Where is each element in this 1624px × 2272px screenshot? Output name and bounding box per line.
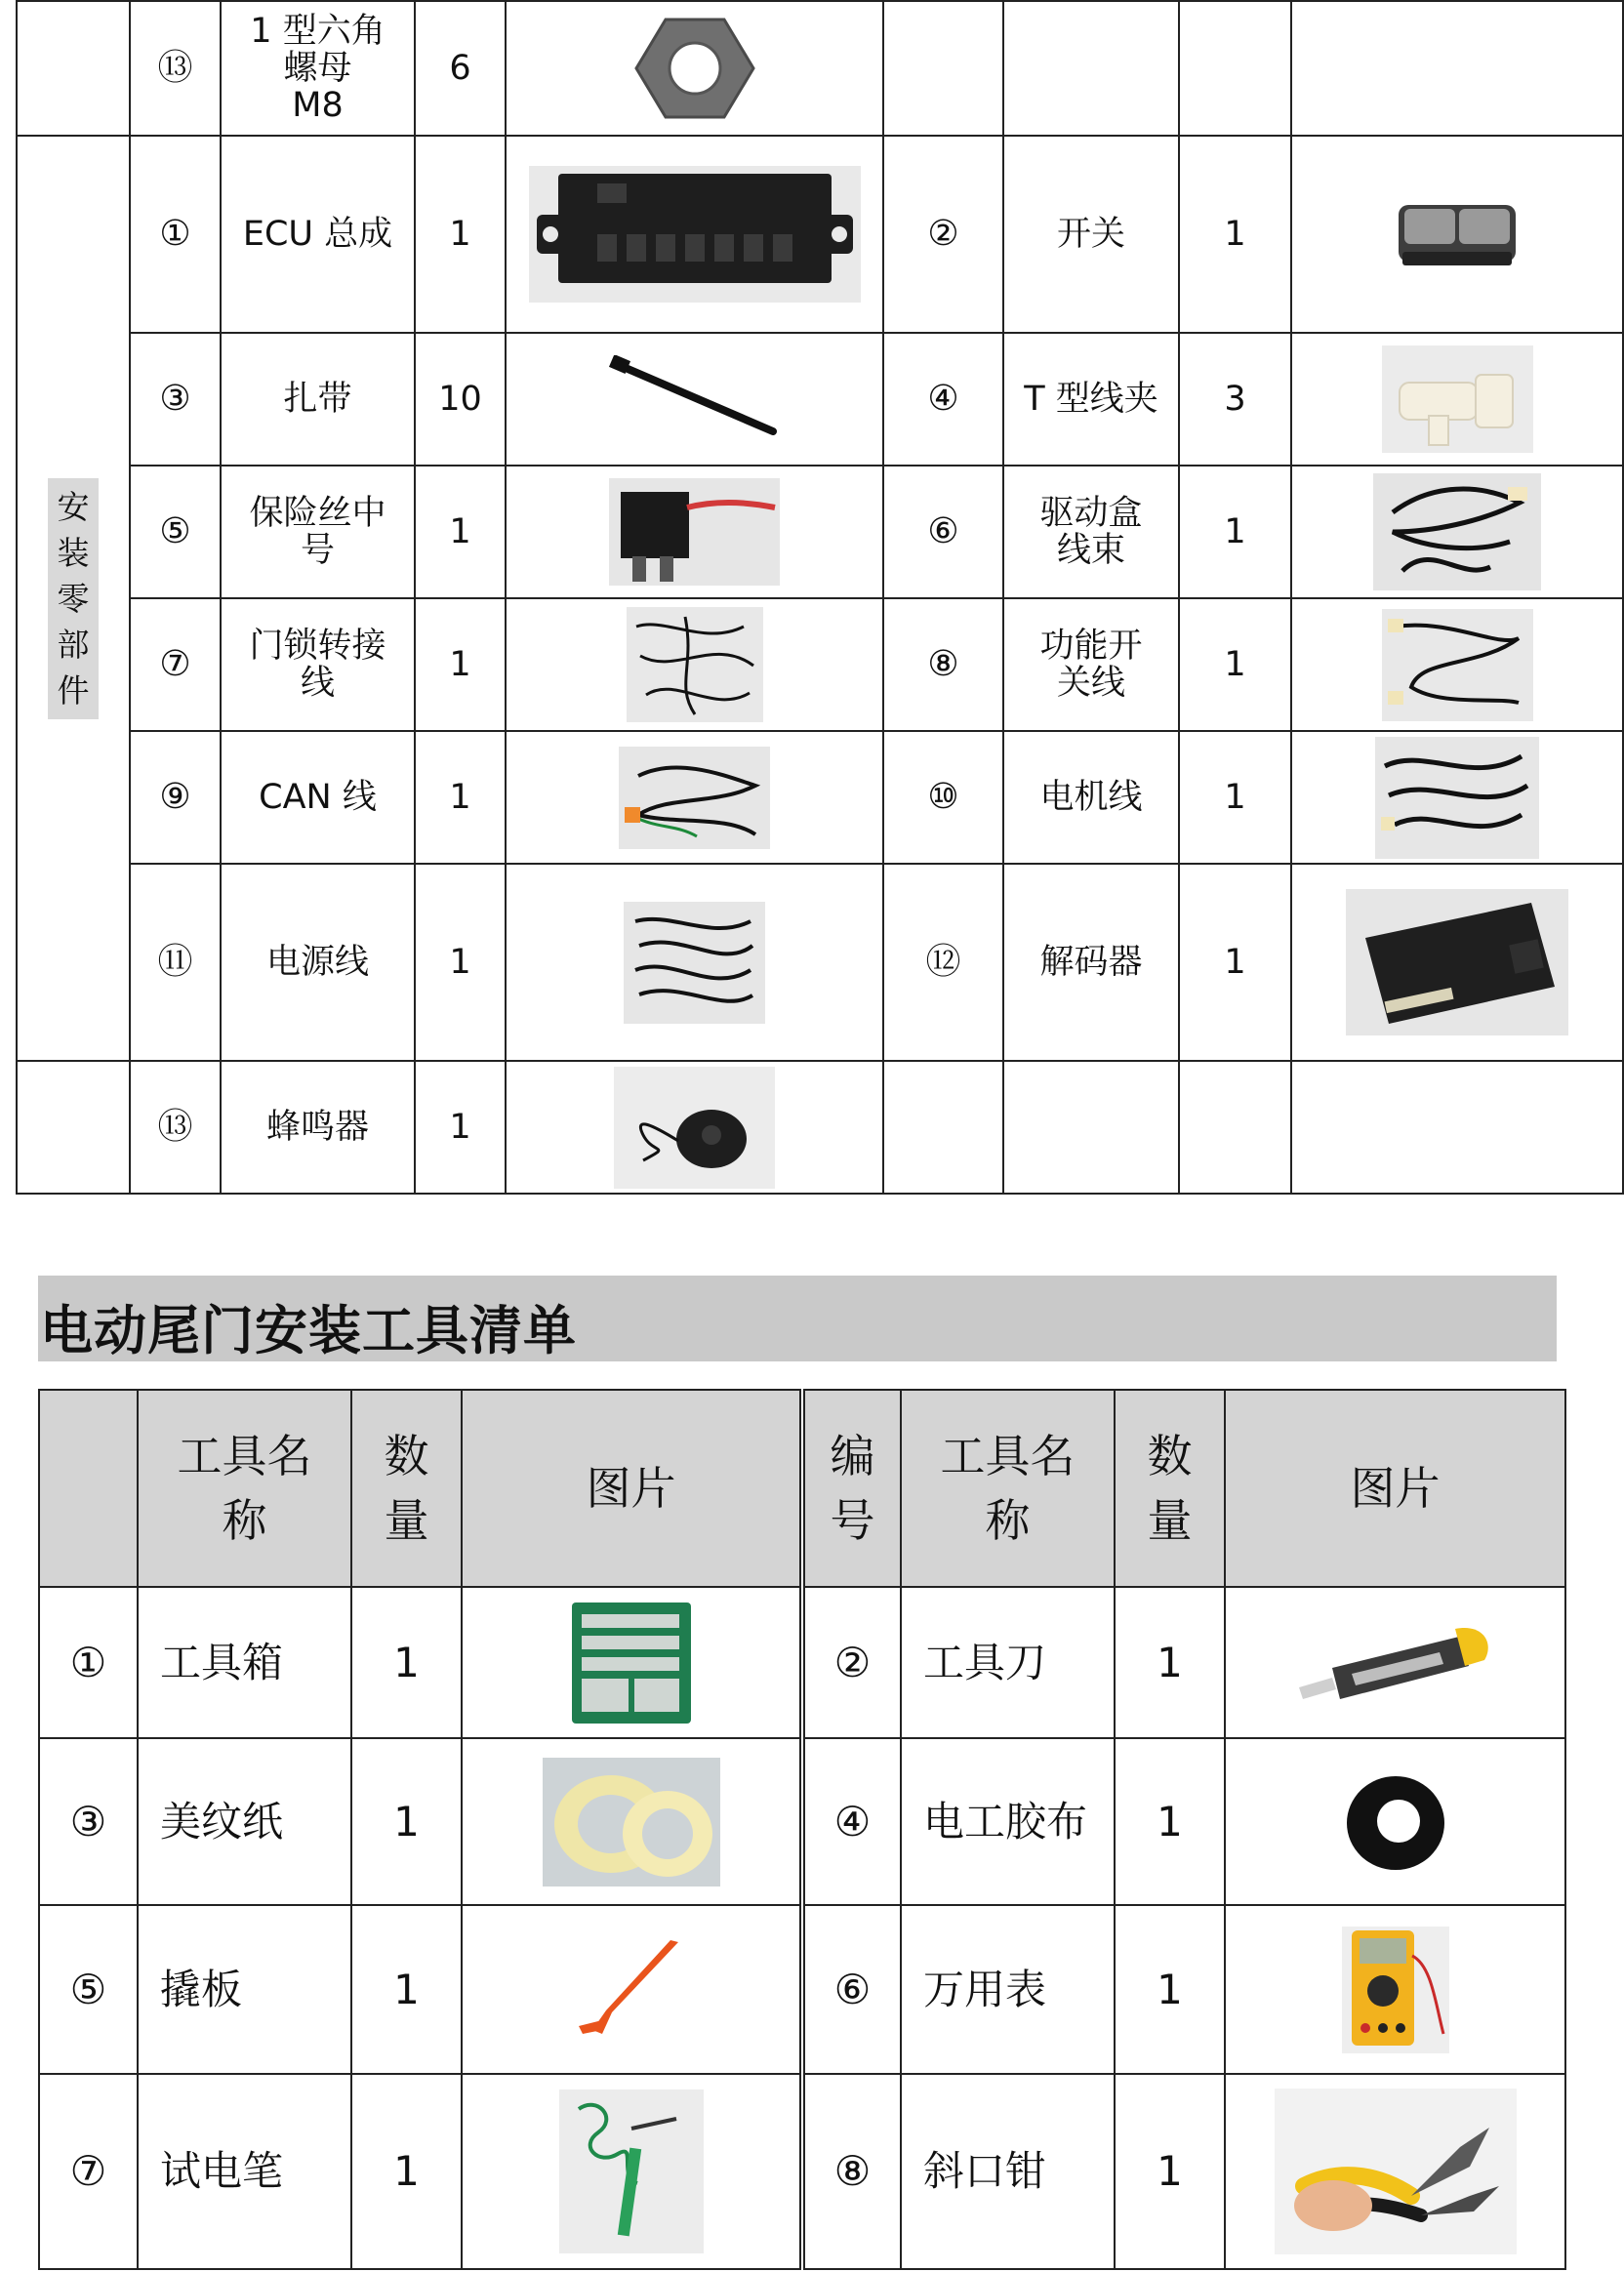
- tool-name: 电工胶布: [901, 1738, 1115, 1905]
- header-number: 编 号: [802, 1390, 901, 1587]
- category-cell-empty: [17, 1, 130, 136]
- part-number: ⑨: [130, 731, 221, 864]
- part-quantity: 1: [1179, 466, 1291, 598]
- part-photo: [506, 1061, 883, 1194]
- pry-tool-icon: [573, 1936, 690, 2044]
- tool-quantity: 1: [351, 1587, 462, 1738]
- part-photo: [1291, 136, 1623, 333]
- part-quantity: 1: [1179, 731, 1291, 864]
- tool-quantity: 1: [351, 1905, 462, 2074]
- part-name: 保险丝中 号: [221, 466, 415, 598]
- part-quantity: 1: [415, 731, 506, 864]
- can-wire-icon: [619, 747, 770, 849]
- part-number: ⑩: [883, 731, 1003, 864]
- part-quantity: 10: [415, 333, 506, 466]
- part-name: 功能开 关线: [1003, 598, 1179, 731]
- diagonal-pliers-icon: [1275, 2089, 1517, 2254]
- part-photo: [1291, 333, 1623, 466]
- tool-quantity: 1: [351, 2074, 462, 2269]
- part-number: ⑪: [130, 864, 221, 1061]
- part-number: ⑫: [883, 864, 1003, 1061]
- part-photo: [1291, 731, 1623, 864]
- part-name: T 型线夹: [1003, 333, 1179, 466]
- part-number: ⑦: [130, 598, 221, 731]
- tool-quantity: 1: [1115, 1905, 1225, 2074]
- door-lock-wire-icon: [627, 607, 763, 722]
- tool-name: 工具箱: [138, 1587, 351, 1738]
- part-name: 开关: [1003, 136, 1179, 333]
- part-number: ⑤: [130, 466, 221, 598]
- parts-row: [17, 333, 1623, 466]
- part-photo: [506, 1, 883, 136]
- tools-row: [39, 1587, 1565, 1738]
- part-quantity: 1: [1179, 136, 1291, 333]
- part-quantity: 1: [415, 1061, 506, 1194]
- part-number: ⑬: [130, 1, 221, 136]
- part-quantity: 1: [1179, 598, 1291, 731]
- part-quantity: 1: [1179, 864, 1291, 1061]
- tool-number: ②: [802, 1587, 901, 1738]
- parts-row: [17, 1, 1623, 136]
- part-number: ④: [883, 333, 1003, 466]
- header-tool-name: 工具名 称: [138, 1390, 351, 1587]
- tools-header-row: [39, 1390, 1565, 1587]
- part-name: 电机线: [1003, 731, 1179, 864]
- switch-icon: [1389, 195, 1525, 273]
- parts-row: [17, 136, 1623, 333]
- part-photo: [1291, 864, 1623, 1061]
- tools-row: [39, 1905, 1565, 2074]
- tool-photo: [462, 1587, 802, 1738]
- utility-knife-icon: [1293, 1619, 1498, 1707]
- tools-row: [39, 2074, 1565, 2269]
- part-photo: [506, 864, 883, 1061]
- multimeter-icon: [1342, 1927, 1449, 2053]
- t-clip-icon: [1382, 345, 1533, 453]
- electrical-tape-icon: [1342, 1768, 1449, 1876]
- parts-row: [17, 598, 1623, 731]
- harness-icon: [1373, 473, 1541, 590]
- part-photo: [1291, 466, 1623, 598]
- tool-number: ③: [39, 1738, 138, 1905]
- header-number: [39, 1390, 138, 1587]
- fuse-tap-icon: [609, 478, 780, 586]
- header-picture: 图片: [462, 1390, 802, 1587]
- tool-quantity: 1: [1115, 1587, 1225, 1738]
- tool-number: ⑤: [39, 1905, 138, 2074]
- part-name: 驱动盒 线束: [1003, 466, 1179, 598]
- part-quantity: 1: [415, 598, 506, 731]
- tool-name: 美纹纸: [138, 1738, 351, 1905]
- category-cell: [17, 136, 130, 1061]
- part-number: ③: [130, 333, 221, 466]
- parts-table: [16, 0, 1624, 1195]
- part-photo: [506, 466, 883, 598]
- part-number: ⑥: [883, 466, 1003, 598]
- parts-row: [17, 466, 1623, 598]
- decoder-icon: [1346, 889, 1568, 1035]
- header-quantity: 数 量: [351, 1390, 462, 1587]
- tools-heading-bar: [38, 1276, 1557, 1361]
- test-pen-icon: [559, 2089, 704, 2253]
- header-quantity: 数 量: [1115, 1390, 1225, 1587]
- part-name: 蜂鸣器: [221, 1061, 415, 1194]
- part-photo: [506, 731, 883, 864]
- tool-number: ④: [802, 1738, 901, 1905]
- part-quantity: 3: [1179, 333, 1291, 466]
- tool-name: 撬板: [138, 1905, 351, 2074]
- ecu-assembly-icon: [529, 166, 861, 303]
- buzzer-icon: [614, 1067, 775, 1189]
- tool-number: ①: [39, 1587, 138, 1738]
- tools-table: [38, 1389, 1566, 2270]
- tool-photo: [1225, 1738, 1565, 1905]
- part-number: ②: [883, 136, 1003, 333]
- part-photo: [1291, 598, 1623, 731]
- masking-tape-icon: [543, 1758, 720, 1887]
- header-tool-name: 工具名 称: [901, 1390, 1115, 1587]
- tools-heading: 电动尾门安装工具清单: [40, 1300, 577, 1361]
- part-photo: [506, 598, 883, 731]
- part-name: 扎带: [221, 333, 415, 466]
- part-quantity: 1: [415, 136, 506, 333]
- part-name: ECU 总成: [221, 136, 415, 333]
- part-name: 1 型六角 螺母 M8: [221, 1, 415, 136]
- part-quantity: 6: [415, 1, 506, 136]
- header-picture: 图片: [1225, 1390, 1565, 1587]
- part-number: ⑬: [130, 1061, 221, 1194]
- tool-number: ⑦: [39, 2074, 138, 2269]
- part-quantity: 1: [415, 864, 506, 1061]
- part-quantity: 1: [415, 466, 506, 598]
- tool-photo: [1225, 1587, 1565, 1738]
- tool-number: ⑧: [802, 2074, 901, 2269]
- hex-nut-icon: [627, 15, 763, 122]
- parts-row: [17, 1061, 1623, 1194]
- tool-quantity: 1: [1115, 1738, 1225, 1905]
- part-name: 解码器: [1003, 864, 1179, 1061]
- tool-name: 工具刀: [901, 1587, 1115, 1738]
- tool-quantity: 1: [1115, 2074, 1225, 2269]
- switch-wire-icon: [1382, 609, 1533, 721]
- power-wire-icon: [624, 902, 765, 1024]
- tool-photo: [462, 2074, 802, 2269]
- category-cell-empty: [17, 1061, 130, 1194]
- parts-row: [17, 864, 1623, 1061]
- toolbox-icon: [568, 1595, 695, 1731]
- part-name: CAN 线: [221, 731, 415, 864]
- part-name: 门锁转接 线: [221, 598, 415, 731]
- tool-photo: [1225, 1905, 1565, 2074]
- tool-name: 万用表: [901, 1905, 1115, 2074]
- tool-photo: [462, 1905, 802, 2074]
- tool-quantity: 1: [351, 1738, 462, 1905]
- tool-photo: [462, 1738, 802, 1905]
- tool-photo: [1225, 2074, 1565, 2269]
- tool-number: ⑥: [802, 1905, 901, 2074]
- part-name: 电源线: [221, 864, 415, 1061]
- motor-wire-icon: [1375, 737, 1539, 859]
- tool-name: 斜口钳: [901, 2074, 1115, 2269]
- cable-tie-icon: [607, 355, 783, 443]
- parts-row: [17, 731, 1623, 864]
- part-number: ①: [130, 136, 221, 333]
- part-photo: [506, 136, 883, 333]
- part-photo: [506, 333, 883, 466]
- tools-row: [39, 1738, 1565, 1905]
- part-number: ⑧: [883, 598, 1003, 731]
- category-label: 安装零部件: [48, 478, 99, 719]
- tool-name: 试电笔: [138, 2074, 351, 2269]
